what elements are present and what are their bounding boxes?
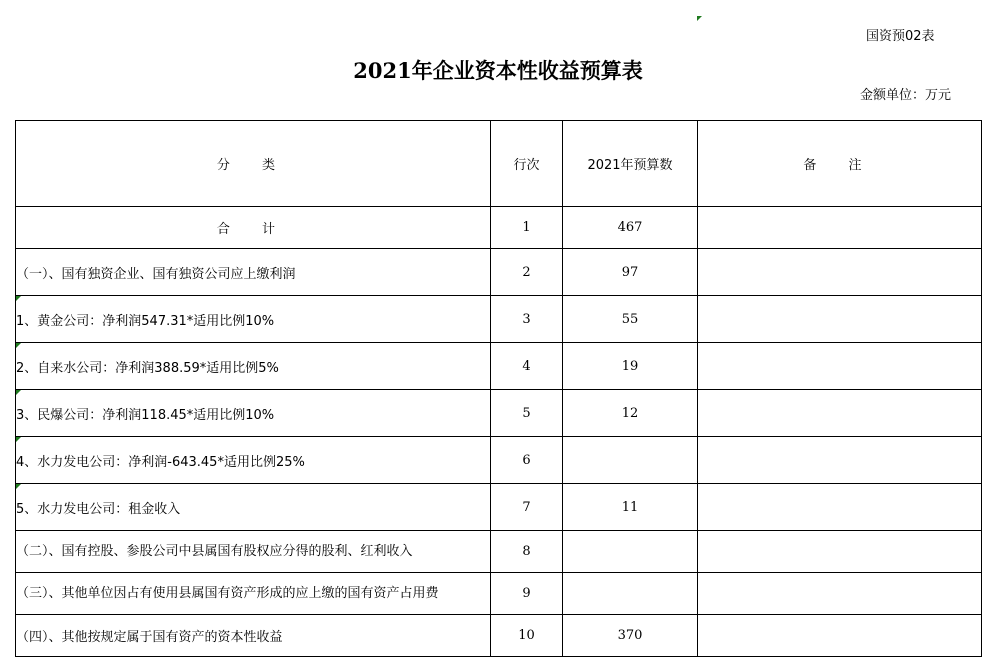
row-line-no: 8 <box>491 531 563 573</box>
row-line-no: 5 <box>491 390 563 437</box>
form-code: 国资预02表 <box>866 29 935 44</box>
row-category: 3、民爆公司：净利润118.45*适用比例10% <box>16 390 491 437</box>
row-remarks <box>698 249 982 296</box>
table-row <box>16 390 982 437</box>
header-category: 分 类 <box>16 121 491 207</box>
row-category: （三）、其他单位因占有使用县属国有资产形成的应上缴的国有资产占用费 <box>16 573 491 615</box>
cell-marker <box>697 16 702 21</box>
table-row <box>16 296 982 343</box>
row-remarks <box>698 390 982 437</box>
row-remarks <box>698 573 982 615</box>
row-line-no: 10 <box>491 615 563 657</box>
header-budget: 2021年预算数 <box>563 121 698 207</box>
row-budget <box>563 437 698 484</box>
table-row <box>16 615 982 657</box>
table-row <box>16 343 982 390</box>
row-budget: 370 <box>563 615 698 657</box>
row-remarks <box>698 207 982 249</box>
table-row <box>16 531 982 573</box>
row-budget: 97 <box>563 249 698 296</box>
cell-marker <box>16 390 21 395</box>
amount-unit: 金额单位：万元 <box>860 88 952 103</box>
row-line-no: 9 <box>491 573 563 615</box>
cell-marker <box>16 484 21 489</box>
row-remarks <box>698 484 982 531</box>
table-row <box>16 207 982 249</box>
row-remarks <box>698 296 982 343</box>
cell-marker <box>16 296 21 301</box>
table-row <box>16 249 982 296</box>
row-remarks <box>698 615 982 657</box>
row-category: （二）、国有控股、参股公司中县属国有股权应分得的股利、红利收入 <box>16 531 491 573</box>
row-budget: 467 <box>563 207 698 249</box>
row-budget: 11 <box>563 484 698 531</box>
header-line-no: 行次 <box>491 121 563 207</box>
row-line-no: 1 <box>491 207 563 249</box>
row-budget: 12 <box>563 390 698 437</box>
row-category: （四）、其他按规定属于国有资产的资本性收益 <box>16 615 491 657</box>
row-line-no: 4 <box>491 343 563 390</box>
row-line-no: 7 <box>491 484 563 531</box>
row-line-no: 3 <box>491 296 563 343</box>
row-budget <box>563 531 698 573</box>
table-row <box>16 484 982 531</box>
header-remarks: 备 注 <box>698 121 982 207</box>
row-line-no: 2 <box>491 249 563 296</box>
row-budget: 55 <box>563 296 698 343</box>
row-remarks <box>698 437 982 484</box>
row-budget <box>563 573 698 615</box>
table-row <box>16 573 982 615</box>
cell-marker <box>16 343 21 348</box>
budget-table <box>15 120 982 657</box>
row-category: 5、水力发电公司：租金收入 <box>16 484 491 531</box>
row-category: 1、黄金公司：净利润547.31*适用比例10% <box>16 296 491 343</box>
row-budget: 19 <box>563 343 698 390</box>
table-row <box>16 437 982 484</box>
row-remarks <box>698 531 982 573</box>
row-remarks <box>698 343 982 390</box>
cell-marker <box>16 437 21 442</box>
row-line-no: 6 <box>491 437 563 484</box>
row-category: （一）、国有独资企业、国有独资公司应上缴利润 <box>16 249 491 296</box>
row-category: 2、自来水公司：净利润388.59*适用比例5% <box>16 343 491 390</box>
page-title: 2021年企业资本性收益预算表 <box>353 58 643 83</box>
row-category: 4、水力发电公司：净利润-643.45*适用比例25% <box>16 437 491 484</box>
row-category: 合 计 <box>16 207 491 249</box>
table-header-row <box>16 121 982 207</box>
